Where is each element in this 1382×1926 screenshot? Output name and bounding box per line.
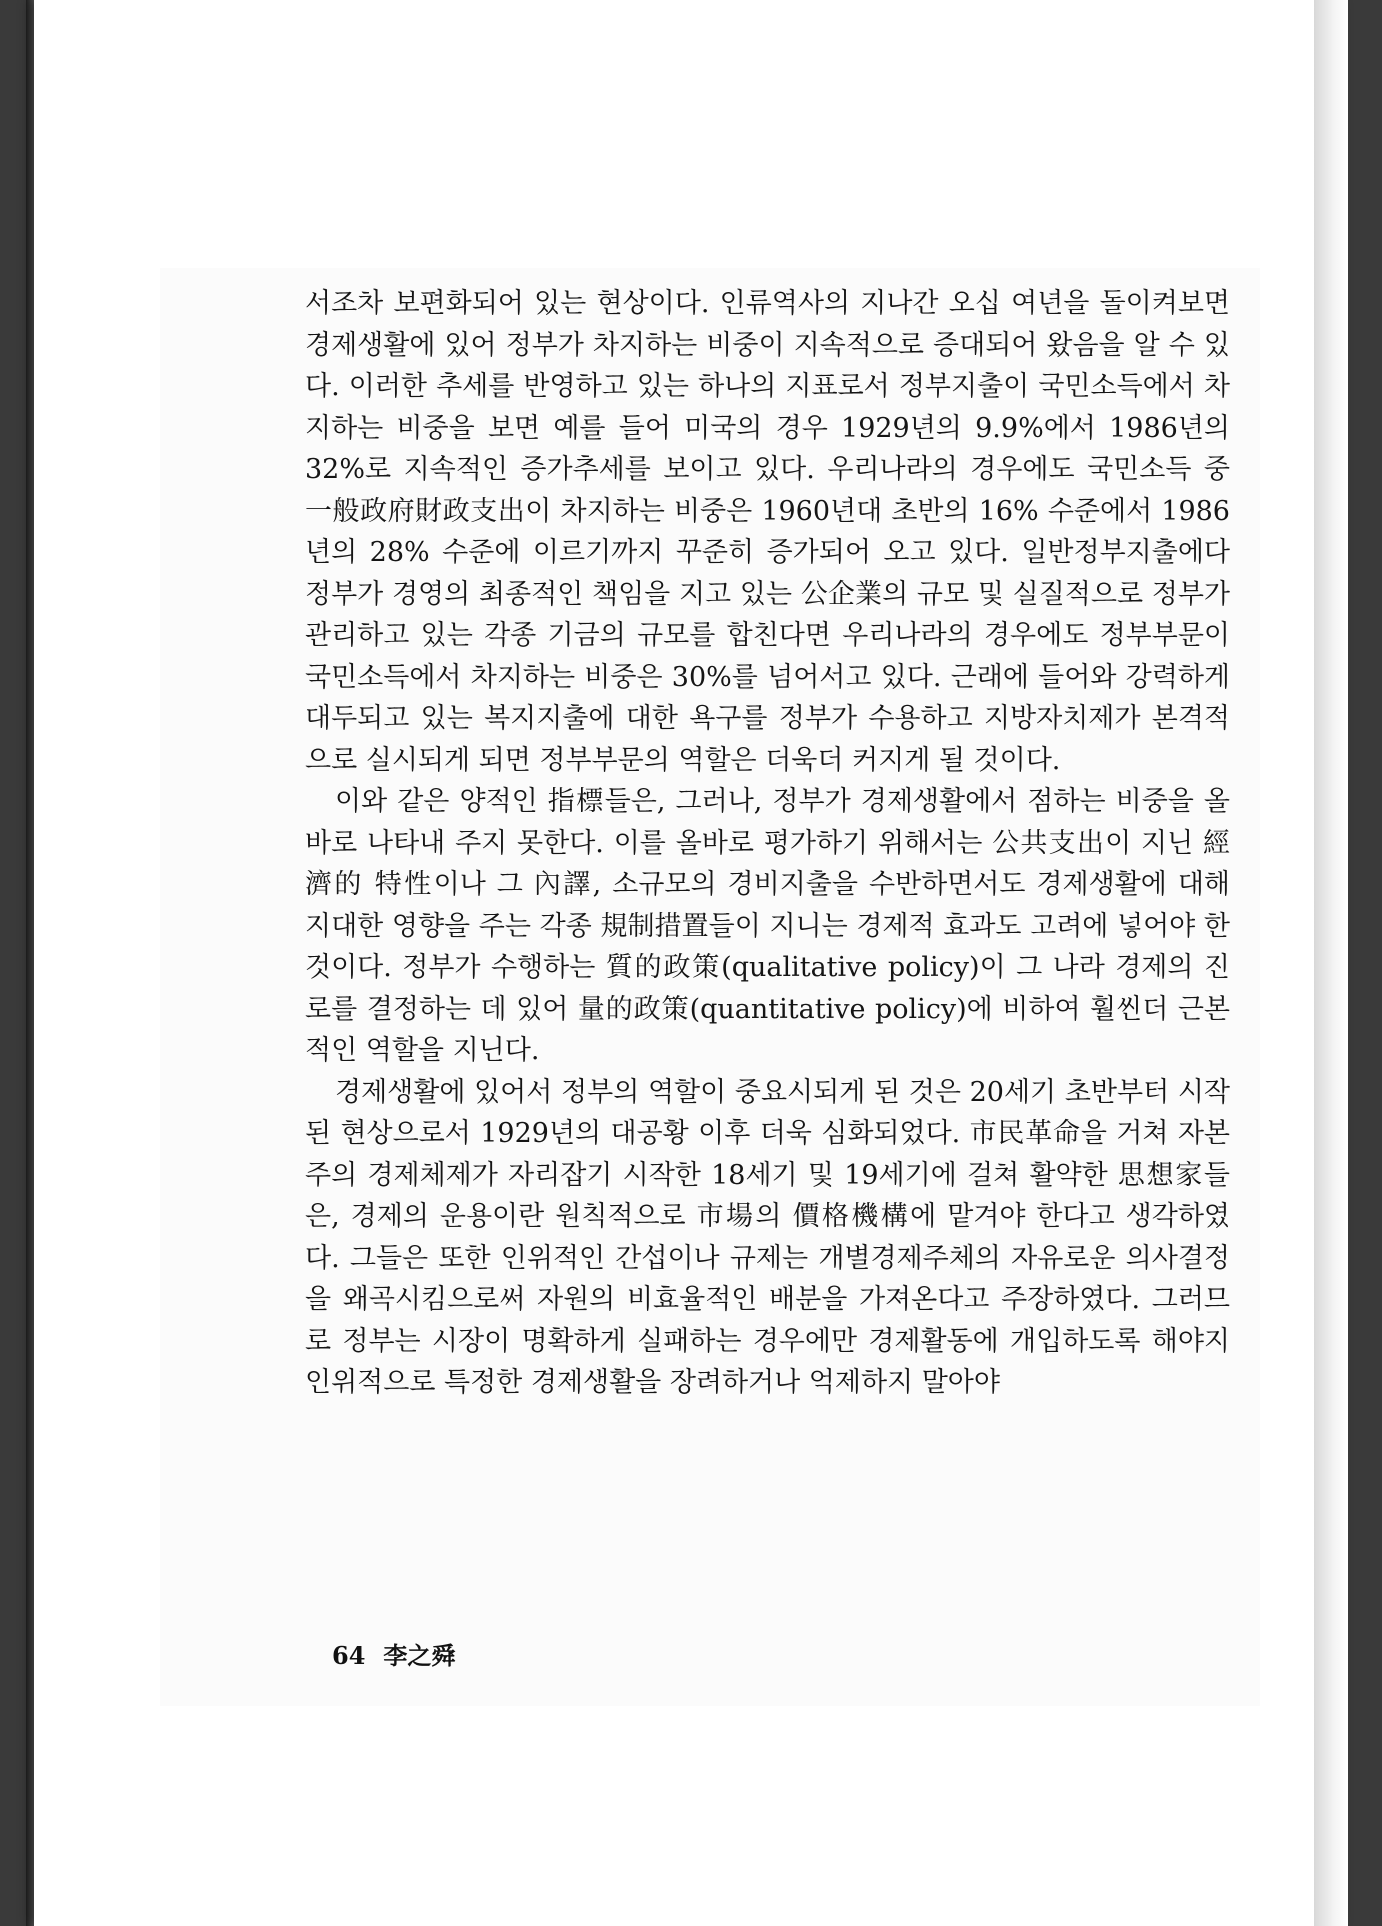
paragraph-1: 서조차 보편화되어 있는 현상이다. 인류역사의 지나간 오십 여년을 돌이켜보면 경제생활에 있어 정부가 차지하는 비중이 지속적으로 증대되어 왔음을 알 수 있다. 이러한 추세를 반영하고 있는 하나의 지표로서 정부지출이 국민소득에서 차지하는 비중을 보면 예를 들어 미국의 경우 1929년의 9.9%에서 1986년의 32%로 지속적인 증가추세를 보이고 있다. 우리나라의 경우에도 국민소득 중 一般政府財政支出이 차지하는 비중은 1960년대 초반의 16% 수준에서 1986년의 28% 수준에 이르기까지 꾸준히 증가되어 오고 있다. 일반정부지출에다 정부가 경영의 최종적인 책임을 지고 있는 公企業의 규모 및 실질적으로 정부가 관리하고 있는 각종 기금의 규모를 합친다면 우리나라의 경우에도 정부부문이 국민소득에서 차지하는 비중은 30%를 넘어서고 있다. 근래에 들어와 강력하게 대두되고 있는 복지지출에 대한 욕구를 정부가 수용하고 지방자치제가 본격적으로 실시되게 되면 정부부문의 역할은 더욱더 커지게 될 것이다. [305,288,1230,776]
body-text [305,283,1230,1404]
page-left-edge [26,0,34,1926]
author-name: 李之舜 [383,1641,456,1670]
page-footer [332,1636,473,1671]
page-number: 64 [332,1641,366,1670]
paragraph-3: 경제생활에 있어서 정부의 역할이 중요시되게 된 것은 20세기 초반부터 시작된 현상으로서 1929년의 대공황 이후 더욱 심화되었다. 市民革命을 거쳐 자본주의 경제체제가 자리잡기 시작한 18세기 및 19세기에 걸쳐 활약한 思想家들은, 경제의 운용이란 원칙적으로 市場의 價格機構에 맡겨야 한다고 생각하였다. 그들은 또한 인위적인 간섭이나 규제는 개별경제주체의 자유로운 의사결정을 왜곡시킴으로써 자원의 비효율적인 배분을 가져온다고 주장하였다. 그러므로 정부는 시장이 명확하게 실패하는 경우에만 경제활동에 개입하도록 해야지 인위적으로 특정한 경제생활을 장려하거나 억제하지 말아야 [305,1076,1230,1398]
page-right-shadow [1314,0,1348,1926]
paragraph-2: 이와 같은 양적인 指標들은, 그러나, 정부가 경제생활에서 점하는 비중을 올바로 나타내 주지 못한다. 이를 올바로 평가하기 위해서는 公共支出이 지닌 經濟的 特性이나 그 內譯, 소규모의 경비지출을 수반하면서도 경제생활에 대해 지대한 영향을 주는 각종 規制措置들이 지니는 경제적 효과도 고려에 넣어야 한 것이다. 정부가 수행하는 質的政策(qualitative policy)이 그 나라 경제의 진로를 결정하는 데 있어 量的政策(quantitative policy)에 비하여 훨씬더 근본적인 역할을 지닌다. [305,786,1230,1066]
